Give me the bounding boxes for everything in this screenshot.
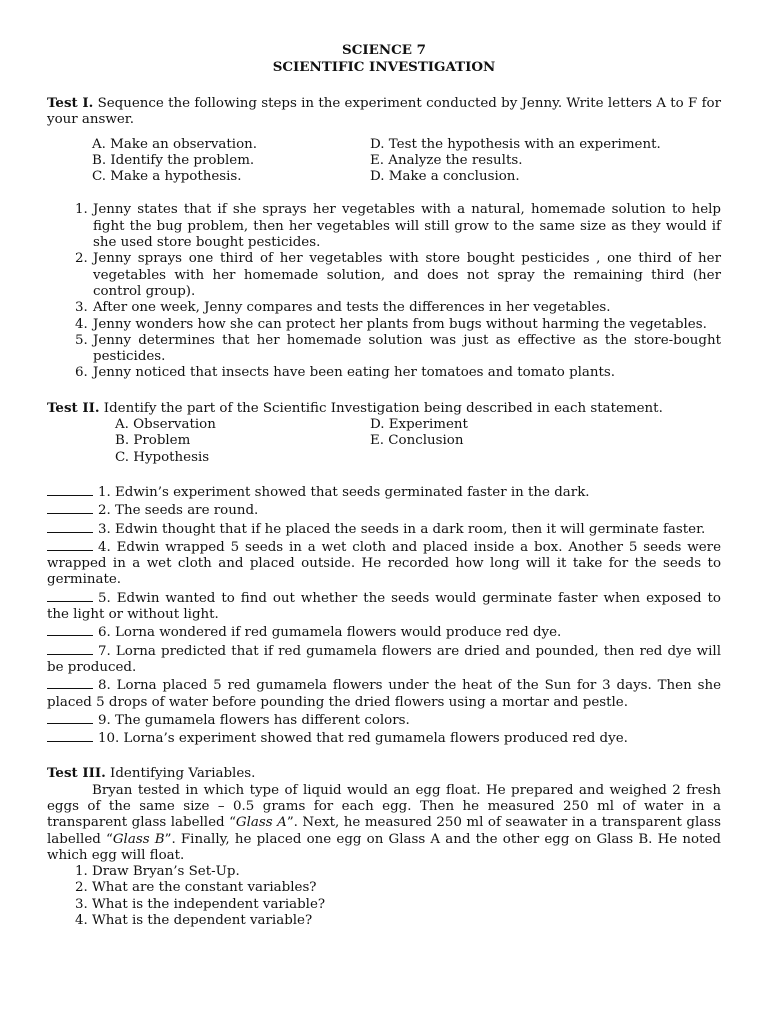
subject-title: SCIENCE 7 bbox=[342, 42, 426, 58]
list-item: 3. After one week, Jenny compares and tests the differences in her vegetables. bbox=[92, 300, 721, 316]
choice-item bbox=[370, 450, 670, 466]
answer-blank[interactable] bbox=[47, 589, 93, 602]
list-item: 2. What are the constant variables? bbox=[92, 880, 721, 896]
list-item: 1. Jenny states that if she sprays her vegetables with a natural, homemade solution to help fight the bug problem, then her vegetables will still grow to the same size as they would if she used store bought pesticides. bbox=[92, 202, 721, 251]
list-item: 9. The gumamela flowers has different colors. bbox=[47, 711, 721, 729]
list-item: 5. Jenny determines that her homemade solution was just as effective as the store-bought pesticides. bbox=[92, 333, 721, 366]
answer-blank[interactable] bbox=[47, 623, 93, 636]
worksheet-page bbox=[47, 42, 721, 929]
test3-questions bbox=[47, 864, 721, 929]
test2-label: Test II. bbox=[47, 399, 100, 416]
list-item: 4. Jenny wonders how she can protect her plants from bugs without harming the vegetables. bbox=[92, 317, 721, 333]
list-item: 6. Lorna wondered if red gumamela flowers would produce red dye. bbox=[47, 623, 721, 641]
test3-label: Test III. bbox=[47, 765, 106, 782]
list-item: 3. Edwin thought that if he placed the seeds in a dark room, then it will germinate faster. bbox=[47, 520, 721, 538]
list-item: 4. What is the dependent variable? bbox=[92, 913, 721, 929]
list-item: 1. Draw Bryan’s Set-Up. bbox=[92, 864, 721, 880]
choice-item: E. Analyze the results. bbox=[370, 152, 523, 168]
list-item: 4. Edwin wrapped 5 seeds in a wet cloth and placed inside a box. Another 5 seeds were wrapped in a wet cloth and placed outside. He recorded how long will it take for the seeds to germinate. bbox=[47, 539, 721, 588]
choice-item: B. Problem bbox=[115, 433, 191, 449]
answer-blank[interactable] bbox=[47, 538, 93, 551]
answer-blank[interactable] bbox=[47, 483, 93, 496]
choice-item: B. Identify the problem. bbox=[92, 152, 255, 168]
list-item: 2. Jenny sprays one third of her vegetables with store bought pesticides , one third of her vegetables with her homemade solution, and does not spray the remaining third (her control group). bbox=[92, 251, 721, 300]
worksheet-title: SCIENTIFIC INVESTIGATION bbox=[272, 58, 496, 75]
choice-item: D. Make a conclusion. bbox=[370, 169, 520, 185]
list-item: 1. Edwin’s experiment showed that seeds germinated faster in the dark. bbox=[47, 483, 721, 501]
answer-blank[interactable] bbox=[47, 520, 93, 533]
test3-instruction: Test III. Identifying Variables. bbox=[47, 765, 256, 782]
choice-item: D. Test the hypothesis with an experiment. bbox=[370, 136, 661, 152]
choice-item: E. Conclusion bbox=[370, 433, 464, 449]
list-item: 6. Jenny noticed that insects have been eating her tomatoes and tomato plants. bbox=[92, 365, 721, 381]
list-item: 10. Lorna’s experiment showed that red gumamela flowers produced red dye. bbox=[47, 729, 721, 747]
test1-items bbox=[47, 202, 721, 381]
test1-label: Test I. bbox=[47, 95, 94, 111]
answer-blank[interactable] bbox=[47, 501, 93, 514]
list-item: 8. Lorna placed 5 red gumamela flowers under the heat of the Sun for 3 days. Then she placed 5 drops of water before pounding the dried flowers using a mortar and pestle. bbox=[47, 678, 721, 710]
list-item: 7. Lorna predicted that if red gumamela flowers are dried and pounded, then red dye will be produced. bbox=[47, 643, 721, 675]
test2-items bbox=[47, 483, 721, 747]
choice-item: A. Observation bbox=[115, 417, 216, 433]
choice-item: C. Make a hypothesis. bbox=[92, 169, 242, 185]
test1-instruction: Test I. Sequence the following steps in the experiment conducted by Jenny. Write letters A to F for your answer. bbox=[47, 95, 721, 128]
list-item: 3. What is the independent variable? bbox=[92, 897, 721, 913]
answer-blank[interactable] bbox=[47, 642, 93, 655]
test2-choices bbox=[115, 417, 721, 466]
test1-choices bbox=[92, 137, 721, 186]
list-item: 2. The seeds are round. bbox=[47, 501, 721, 519]
choice-item: D. Experiment bbox=[370, 417, 468, 433]
test3-paragraph: Bryan tested in which type of liquid would an egg float. He prepared and weighed 2 fresh eggs of the same size – 0.5 grams for each egg. Then he measured 250 ml of water in a transparent glass labelled “Glass A”. Next, he measured 250 ml of seawater in a transparent glass labelled “Glass B”. Finally, he placed one egg on Glass A and the other egg on Glass B. He noted which egg will float. bbox=[47, 782, 721, 863]
choice-item: C. Hypothesis bbox=[115, 449, 210, 465]
list-item: 5. Edwin wanted to find out whether the seeds would germinate faster when exposed to the light or without light. bbox=[47, 590, 721, 623]
answer-blank[interactable] bbox=[47, 711, 93, 724]
answer-blank[interactable] bbox=[47, 729, 93, 742]
choice-item: A. Make an observation. bbox=[92, 136, 258, 152]
test2-instruction: Test II. Identify the part of the Scientific Investigation being described in each statement. bbox=[47, 399, 663, 416]
answer-blank[interactable] bbox=[47, 676, 93, 689]
